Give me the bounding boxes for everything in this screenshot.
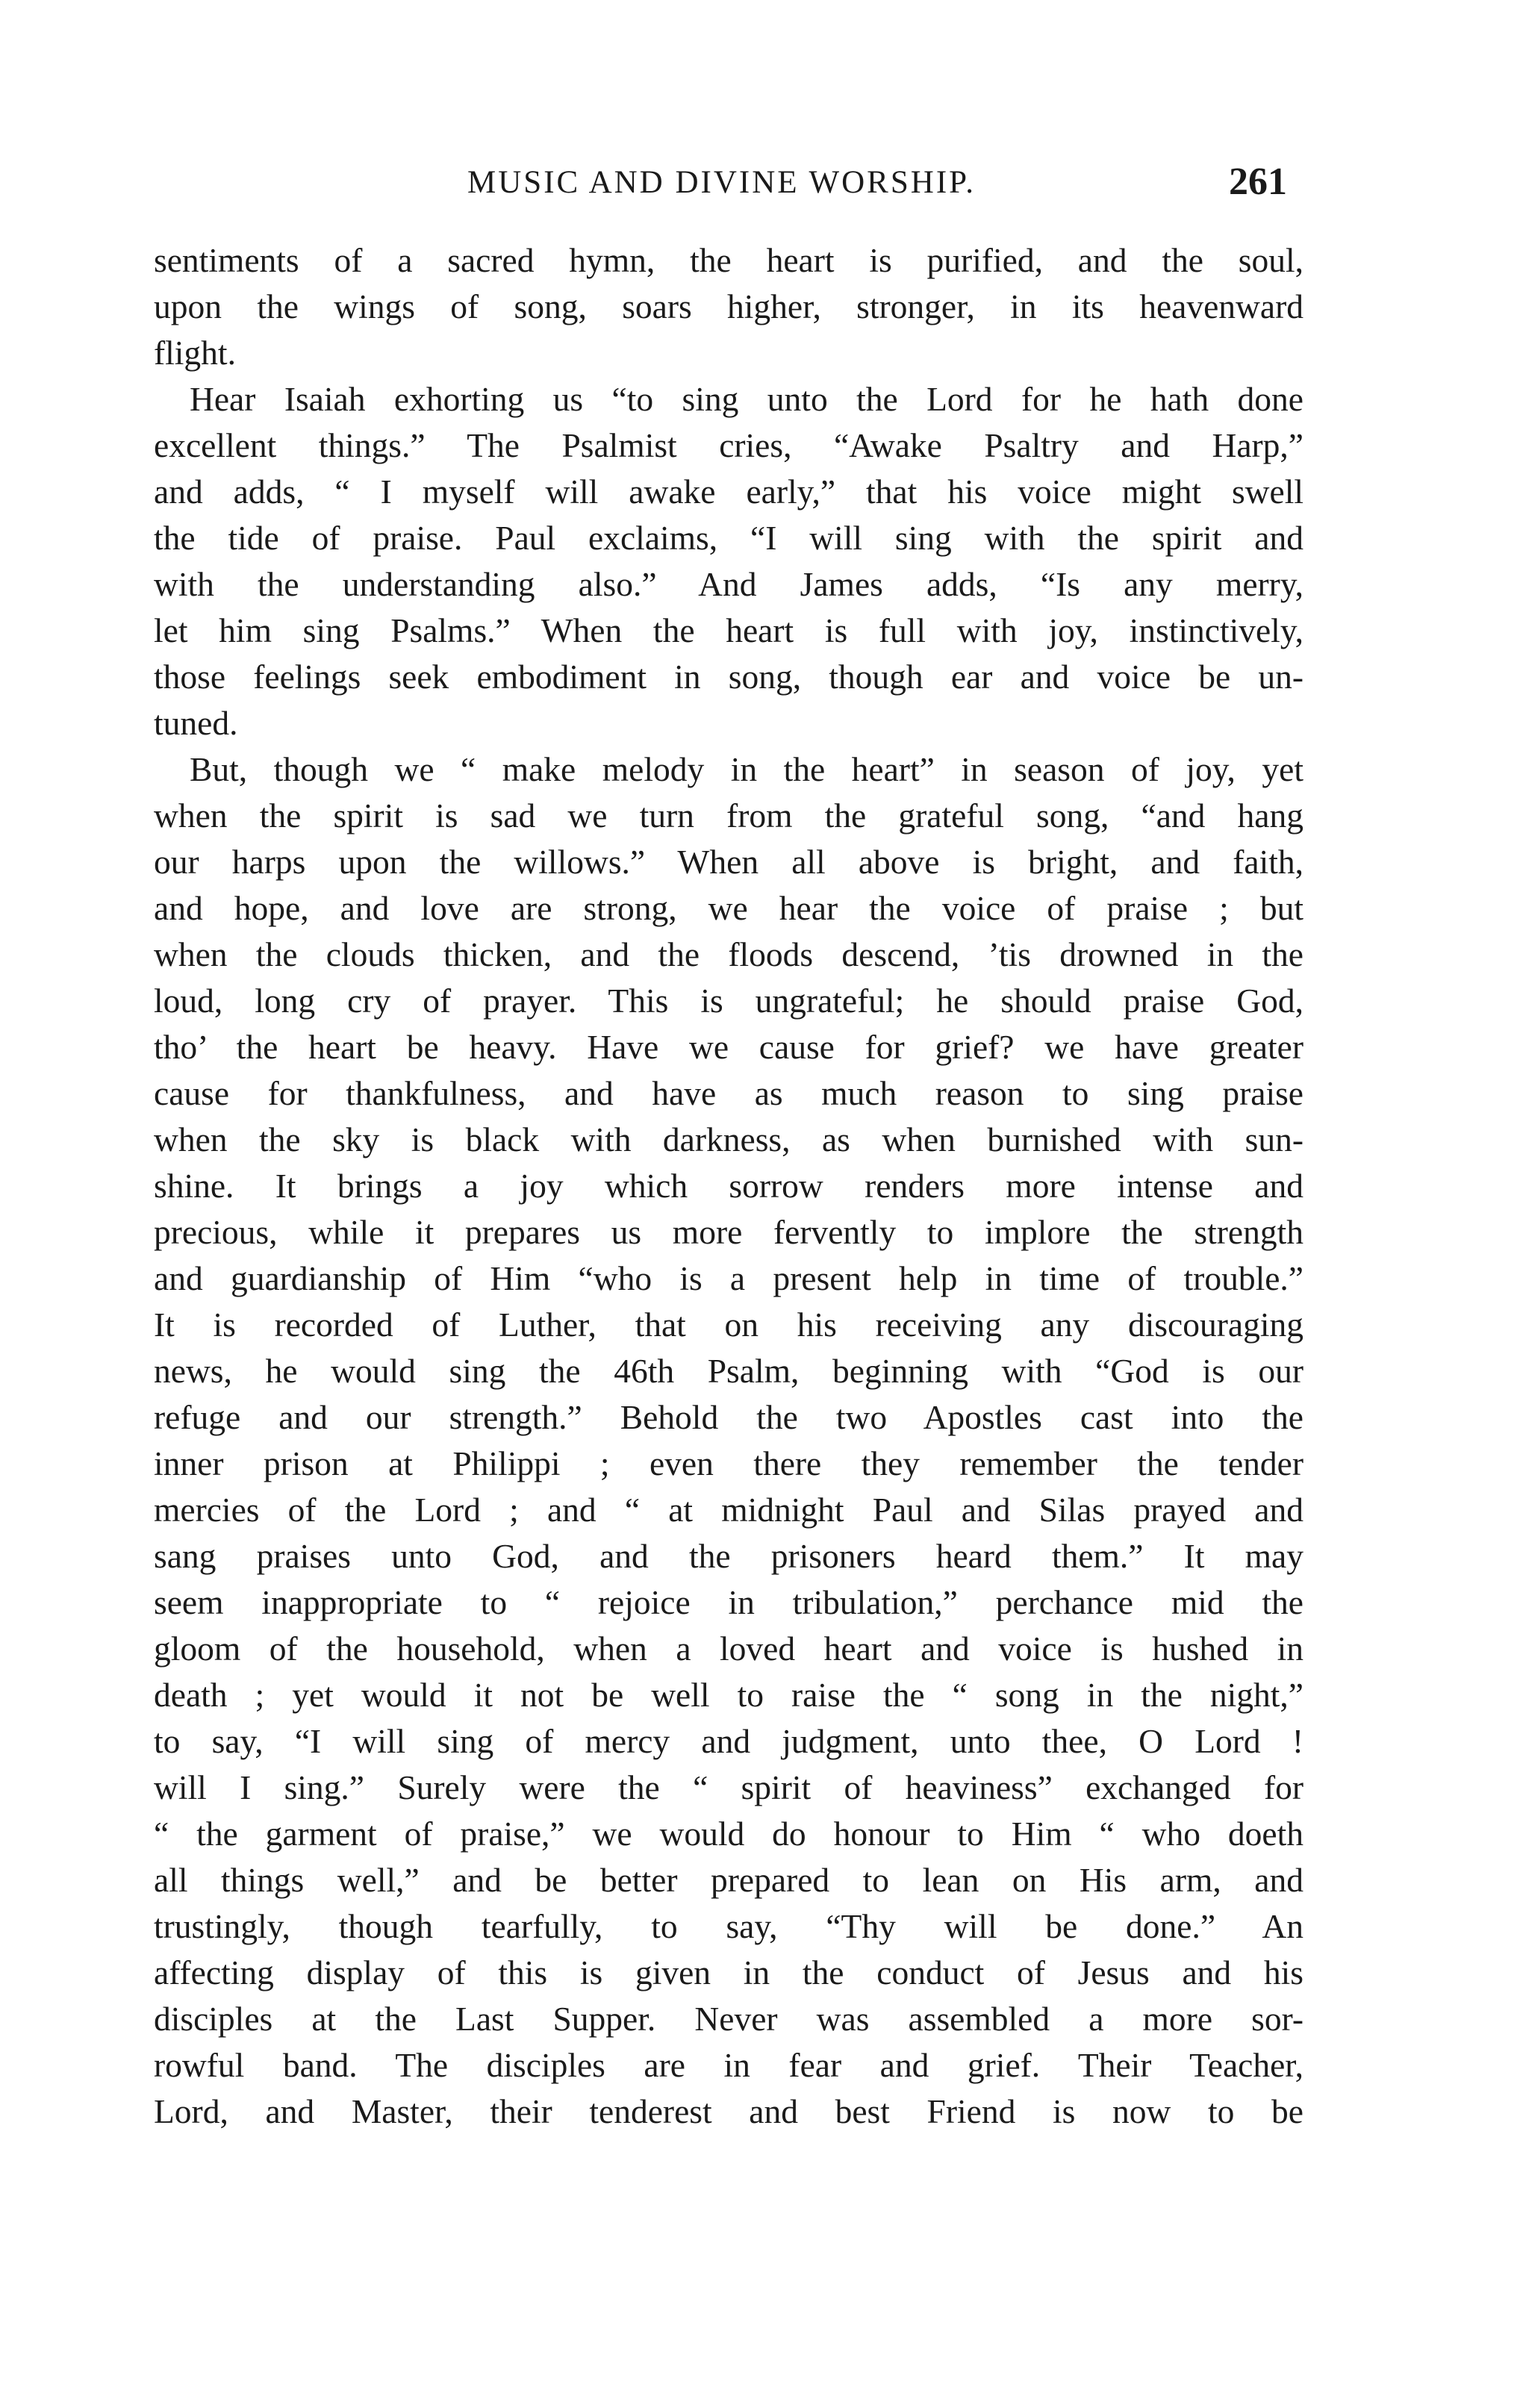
running-title: MUSIC AND DIVINE WORSHIP.	[467, 165, 976, 200]
text-line: and adds, “ I myself will awake early,” that his voice might swell	[154, 472, 1303, 511]
text-line: will I sing.” Surely were the “ spirit of heaviness” exchanged for	[154, 1768, 1303, 1806]
text-line: precious, while it prepares us more fervently to implore the strength	[154, 1213, 1303, 1251]
text-line: But, though we “ make melody in the heart” in season of joy, yet	[190, 750, 1303, 788]
text-line: loud, long cry of prayer. This is ungrateful; he should praise God,	[154, 982, 1303, 1020]
body-text	[154, 237, 1303, 2135]
text-line: cause for thankfulness, and have as much reason to sing praise	[154, 1074, 1303, 1112]
text-line: the tide of praise. Paul exclaims, “I will sing with the spirit and	[154, 519, 1303, 557]
text-line: and guardianship of Him “who is a present help in time of trouble.”	[154, 1259, 1303, 1297]
text-line: shine. It brings a joy which sorrow renders more intense and	[154, 1167, 1303, 1205]
text-line: seem inappropriate to “ rejoice in tribulation,” perchance mid the	[154, 1583, 1303, 1621]
text-line: when the clouds thicken, and the floods descend, ’tis drowned in the	[154, 935, 1303, 973]
text-line: disciples at the Last Supper. Never was assembled a more sor-	[154, 2000, 1303, 2038]
text-line: trustingly, though tearfully, to say, “Thy will be done.” An	[154, 1907, 1303, 1945]
text-line: tho’ the heart be heavy. Have we cause for grief? we have greater	[154, 1028, 1303, 1066]
text-line: news, he would sing the 46th Psalm, beginning with “God is our	[154, 1352, 1303, 1390]
text-line: Hear Isaiah exhorting us “to sing unto the Lord for he hath done	[190, 380, 1303, 418]
text-line: refuge and our strength.” Behold the two Apostles cast into the	[154, 1398, 1303, 1436]
text-line: rowful band. The disciples are in fear and grief. Their Teacher,	[154, 2046, 1303, 2084]
paragraph	[154, 237, 1303, 376]
text-line: mercies of the Lord ; and “ at midnight Paul and Silas prayed and	[154, 1491, 1303, 1529]
text-line: affecting display of this is given in the conduct of Jesus and his	[154, 1953, 1303, 1991]
text-line: let him sing Psalms.” When the heart is full with joy, instinctively,	[154, 611, 1303, 649]
text-line: tuned.	[154, 704, 238, 742]
text-line: sang praises unto God, and the prisoners heard them.” It may	[154, 1537, 1303, 1575]
text-line: all things well,” and be better prepared to lean on His arm, and	[154, 1861, 1303, 1899]
text-line: when the sky is black with darkness, as when burnished with sun-	[154, 1120, 1303, 1158]
page-number: 261	[1229, 160, 1287, 203]
text-line: “ the garment of praise,” we would do honour to Him “ who doeth	[154, 1815, 1303, 1853]
text-line: flight.	[154, 334, 236, 372]
text-line: and hope, and love are strong, we hear the voice of praise ; but	[154, 889, 1303, 927]
text-line: inner prison at Philippi ; even there they remember the tender	[154, 1444, 1303, 1482]
paragraph	[154, 746, 1303, 2135]
text-line: upon the wings of song, soars higher, stronger, in its heavenward	[154, 287, 1303, 325]
text-line: with the understanding also.” And James adds, “Is any merry,	[154, 565, 1303, 603]
text-line: It is recorded of Luther, that on his receiving any discouraging	[154, 1306, 1303, 1344]
text-line: those feelings seek embodiment in song, though ear and voice be un-	[154, 658, 1303, 696]
text-line: death ; yet would it not be well to raise the “ song in the night,”	[154, 1676, 1303, 1714]
text-line: our harps upon the willows.” When all above is bright, and faith,	[154, 843, 1303, 881]
text-line: Lord, and Master, their tenderest and best Friend is now to be	[154, 2092, 1303, 2130]
paragraph	[154, 376, 1303, 746]
text-line: to say, “I will sing of mercy and judgment, unto thee, O Lord !	[154, 1722, 1303, 1760]
text-line: sentiments of a sacred hymn, the heart is purified, and the soul,	[154, 241, 1303, 279]
running-head	[154, 160, 1303, 212]
text-line: excellent things.” The Psalmist cries, “Awake Psaltry and Harp,”	[154, 426, 1303, 464]
text-line: gloom of the household, when a loved heart and voice is hushed in	[154, 1629, 1303, 1668]
text-line: when the spirit is sad we turn from the grateful song, “and hang	[154, 796, 1303, 835]
